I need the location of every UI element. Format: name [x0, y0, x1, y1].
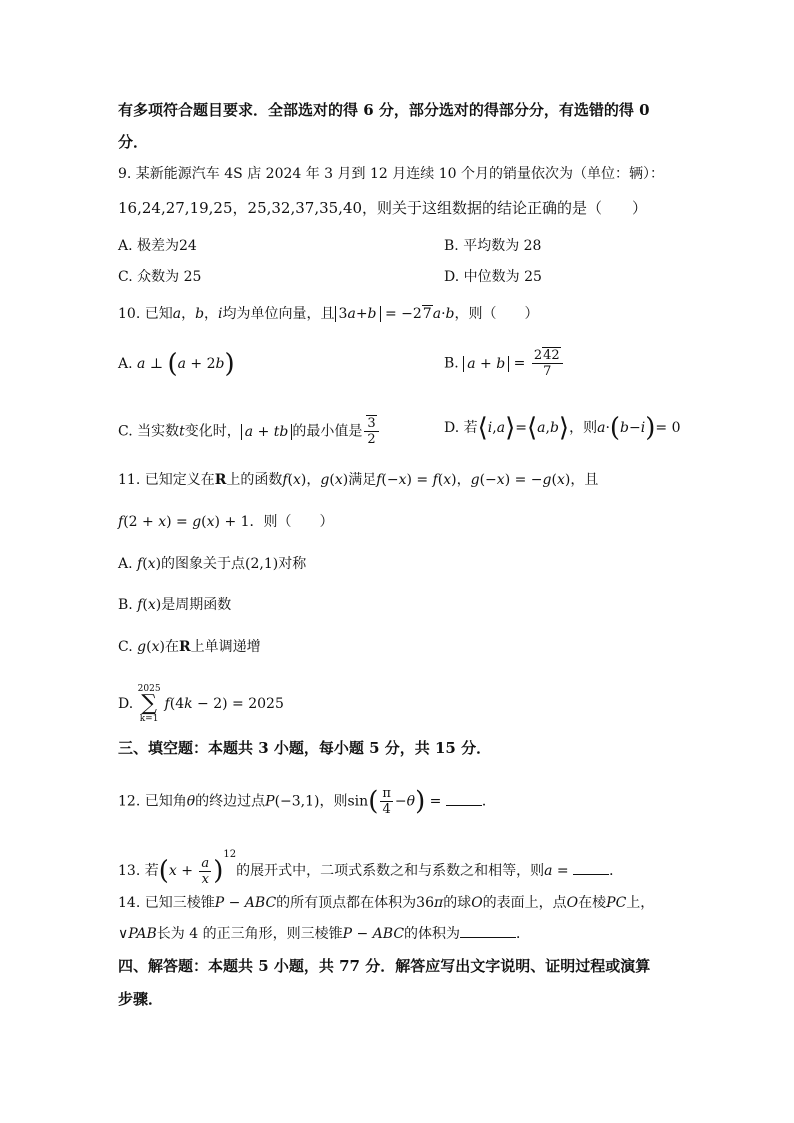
- q10-b-label: B.: [444, 355, 459, 372]
- intro-line-2: 分．: [118, 133, 149, 151]
- sum-upper-limit: 2025: [137, 684, 161, 694]
- q9-tail: ，则关于这组数据的结论正确的是（ ）: [362, 199, 648, 217]
- q11-stem-d: ，且: [570, 472, 599, 488]
- q10-mid: 均为单位向量，且: [222, 306, 335, 322]
- vector-b: b: [195, 306, 205, 322]
- q11-option-a: A. f(x)的图象关于点(2,1)对称: [118, 556, 307, 572]
- q10-d-label: D. 若: [444, 420, 478, 436]
- q10-a-label: A.: [118, 356, 133, 372]
- section-3-heading: 三、填空题：本题共 3 小题，每小题 5 分，共 15 分．: [118, 739, 492, 757]
- q10-c-label: C. 当实数: [118, 423, 180, 440]
- q11-stem: 11. 已知定义在R上的函数f(x)，g(x)满足f(−x) = f(x)，g(−x) = −g(x)，且: [118, 472, 599, 488]
- q9-stem: 9. 某新能源汽车 4S 店 2024 年 3 月到 12 月连续 10 个月的销量依次为（单位：辆）：: [118, 166, 664, 182]
- q14-line2-c: ．: [516, 926, 531, 942]
- q10-option-b: B. a + b = $\frac{242}{7}$: [444, 348, 565, 379]
- q11-b-label: B.: [118, 597, 133, 613]
- q9-data-2: 25,32,37,35,40: [247, 199, 363, 217]
- q11-c-label: C.: [118, 639, 133, 655]
- q9-data-1: 16,24,27,19,25: [118, 199, 233, 217]
- q11-d-eq: = 2025: [232, 696, 284, 712]
- q14-line-2: ∨PAB长为 4 的正三角形，则三棱锥P − ABC的体积为 ．: [118, 926, 531, 942]
- q12-answer-blank[interactable]: [446, 805, 482, 806]
- q11-b-text: 是周期函数: [161, 597, 232, 613]
- q11-stem-a: 11. 已知定义在: [118, 472, 215, 488]
- q10-c-tail: 的最小值是: [292, 423, 363, 440]
- q14-line2-a: 长为 4 的正三角形，则三棱锥: [156, 926, 343, 942]
- q11-stem-b: 上的函数: [226, 472, 283, 488]
- q9-option-b: B. 平均数为 28: [444, 238, 542, 254]
- q11-line2-tail: ．则（ ）: [249, 514, 334, 530]
- q12-tail: ．: [481, 793, 496, 810]
- q11-option-c: C. g(x)在R上单调递增: [118, 639, 261, 655]
- q11-option-d: D. 2025 ∑ k=1f(4k − 2) = 2025: [118, 684, 284, 724]
- q12-num: 12. 已知角: [118, 793, 187, 810]
- q10-option-c: C. 当实数t变化时， a + tb 的最小值是 $\frac{3}{2}$: [118, 416, 381, 447]
- q10-option-d: D. 若⟨i,a⟩=⟨a,b⟩，则a·(b−i)= 0: [444, 413, 681, 443]
- q11-a-tail: 对称: [278, 556, 307, 572]
- q14-d: 的表面上，点: [482, 895, 567, 911]
- q13-answer-blank[interactable]: [573, 874, 609, 875]
- q14-c: 的球: [443, 895, 472, 911]
- fraction-2sqrt42-over-7: $\frac{242}{7}$: [532, 348, 563, 379]
- summation-symbol: 2025 ∑ k=1: [137, 684, 161, 724]
- fraction-pi-over-4: $\frac{\pi}{4}$: [382, 786, 391, 817]
- q10-d-mid: ，则: [569, 420, 598, 436]
- q14-b: 的所有顶点都在体积为: [276, 895, 417, 911]
- sqrt-7: 7: [422, 306, 432, 322]
- vector-a: a: [172, 306, 182, 322]
- q14-line-1: 14. 已知三棱锥P − ABC的所有顶点都在体积为36π的球O的表面上，点O在棱PC上，: [118, 895, 655, 911]
- q9-data: 16,24,27,19,25，25,32,37,35,40，则关于这组数据的结论正确的是（ ）: [118, 199, 648, 217]
- q13-num: 13. 若: [118, 863, 159, 879]
- section-4-heading-line-2: 步骤．: [118, 990, 164, 1008]
- intro-line-1: 有多项符合题目要求．全部选对的得 6 分，部分选对的得部分分，有选错的得 0: [118, 101, 650, 119]
- q10-tail: ，则（ ）: [454, 306, 539, 322]
- q14-answer-blank[interactable]: [460, 937, 516, 938]
- q9-option-d: D. 中位数为 25: [444, 269, 542, 285]
- q11-option-b: B. f(x)是周期函数: [118, 597, 232, 613]
- q10-condition-lhs: 3a+b: [335, 306, 381, 322]
- q11-c-text: 在: [164, 639, 179, 655]
- q10-stem: 10. 已知a，b，i均为单位向量，且 3a+b = −27a·b，则（ ）: [118, 306, 539, 322]
- q11-a-label: A.: [118, 556, 133, 572]
- q11-a-text: 的图象关于点: [161, 556, 246, 572]
- q11-stem-line-2: f(2 + x) = g(x) + 1．则（ ）: [118, 514, 334, 530]
- q12-mid2: ，则: [319, 793, 348, 810]
- q9-option-c: C. 众数为 25: [118, 269, 202, 285]
- q9-option-a: A. 极差为24: [118, 238, 197, 254]
- q13: 13. 若(x + $\frac{a}{x}$ )$^{12}$的展开式中，二项式系数之和与系数之和相等，则a = ．: [118, 849, 624, 887]
- q13-tail: ．: [609, 863, 624, 879]
- sum-lower-limit: k=1: [139, 714, 159, 724]
- q13-mid: 的展开式中，二项式系数之和与系数之和相等，则: [236, 863, 545, 879]
- q10-c-mid: 变化时，: [184, 423, 241, 440]
- fraction-a-over-x: $\frac{a}{x}$: [201, 855, 210, 887]
- q14-e: 在棱: [578, 895, 607, 911]
- q14-a: 14. 已知三棱锥: [118, 895, 215, 911]
- vector-i: i: [218, 306, 223, 322]
- q12-mid: 的终边过点: [195, 793, 266, 810]
- q11-d-label: D.: [118, 696, 134, 712]
- q14-f: 上，: [626, 895, 655, 911]
- q12: 12. 已知角θ的终边过点P(−3,1)，则sin( $\frac{\pi}{4}$ −θ) = ．: [118, 786, 496, 817]
- q10-option-a: A. a ⊥ (a + 2b): [118, 349, 235, 379]
- fraction-sqrt3-over-2: $\frac{3}{2}$: [364, 416, 378, 447]
- section-4-heading-line-1: 四、解答题：本题共 5 小题，共 77 分．解答应写出文字说明、证明过程或演算: [118, 957, 651, 975]
- q11-c-tail: 上单调递增: [190, 639, 261, 655]
- q14-line2-b: 的体积为: [404, 926, 461, 942]
- q10-num: 10. 已知: [118, 306, 173, 322]
- q13-exponent: 12: [223, 849, 237, 860]
- q11-stem-c: 满足: [348, 472, 377, 488]
